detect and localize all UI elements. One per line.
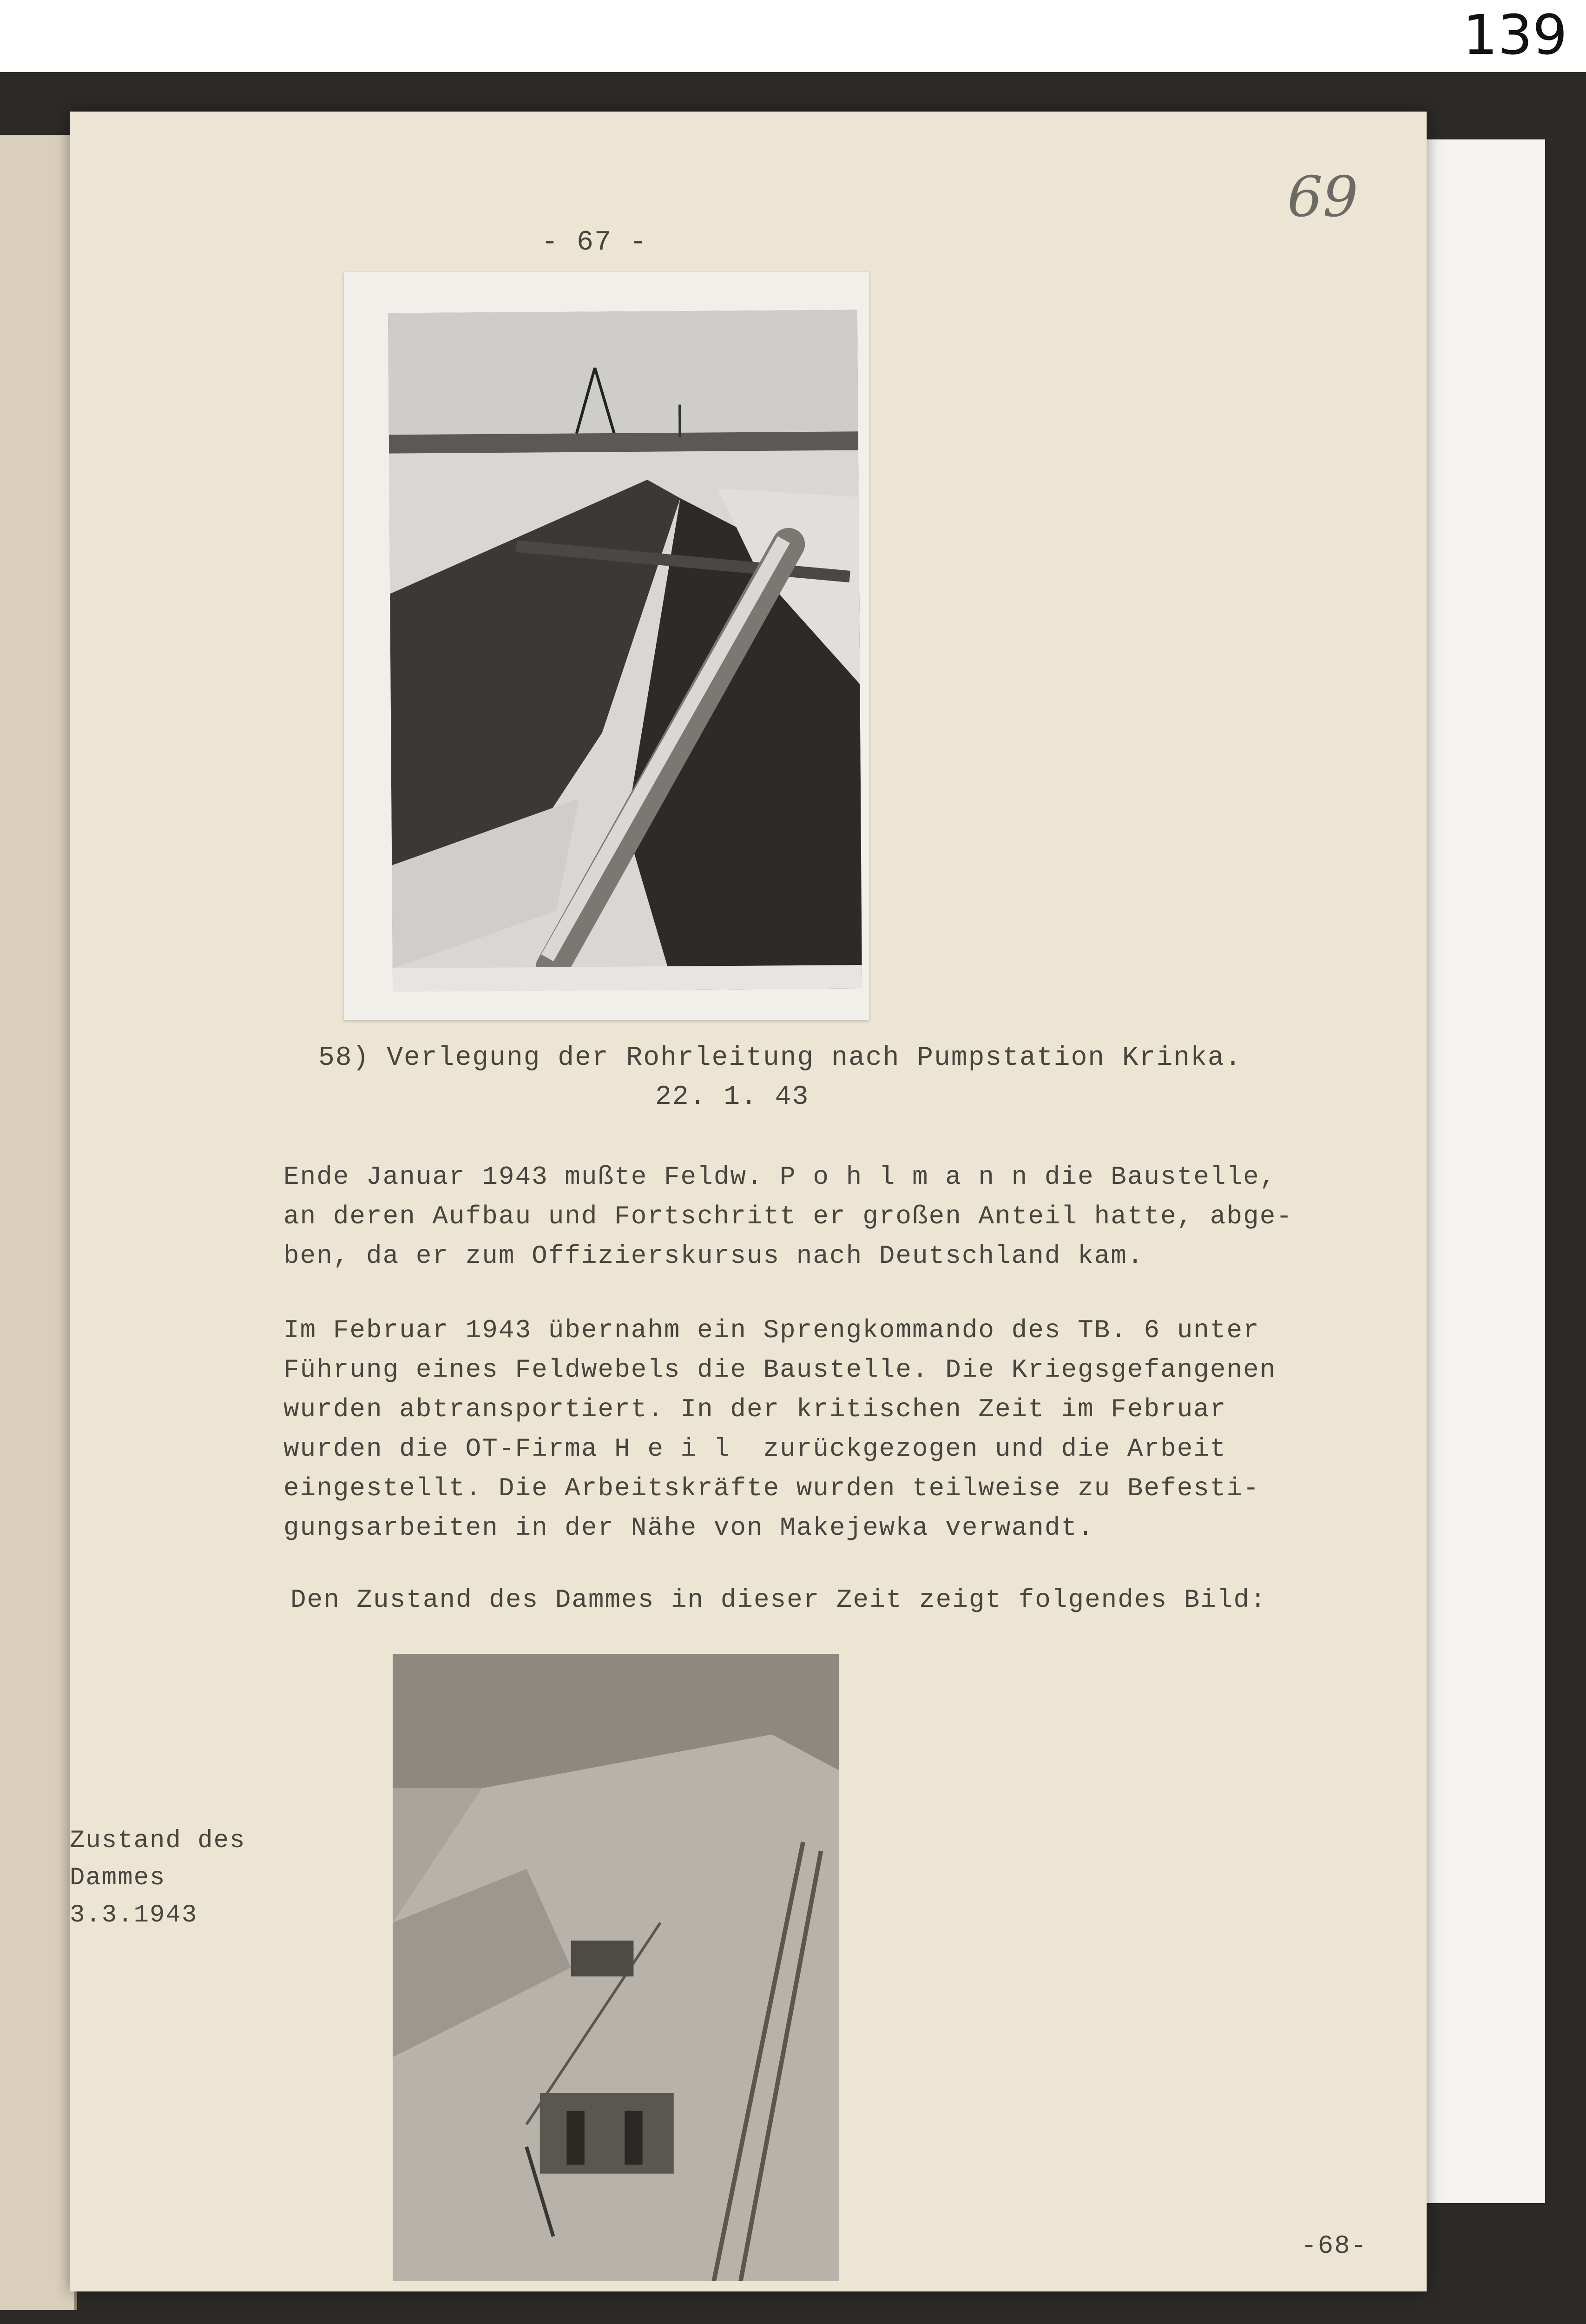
paragraph-1-line-3: ben, da er zum Offizierskursus nach Deutschland kam. [283, 1241, 1144, 1271]
handwritten-page-number: 69 [1287, 165, 1358, 230]
scan-page-number: 139 [1462, 3, 1567, 67]
photo-1-caption-line-1: 58) Verlegung der Rohrleitung nach Pumpstation Krinka. [318, 1043, 1242, 1073]
paragraph-2-line-3: wurden abtransportiert. In der kritischen Zeit im Februar [283, 1394, 1227, 1424]
left-page-edge [0, 135, 77, 2310]
paragraph-3-line-1: Den Zustand des Dammes in dieser Zeit zeigt folgendes Bild: [290, 1585, 1267, 1615]
paragraph-2-line-2: Führung eines Feldwebels die Baustelle. Die Kriegsgefangenen [283, 1355, 1277, 1385]
margin-note-line-3: 3.3.1943 [70, 1901, 198, 1929]
document-page [70, 112, 1427, 2291]
page-label: - 67 - [541, 227, 648, 258]
photo-1-caption-line-2: 22. 1. 43 [655, 1082, 809, 1112]
paragraph-2-line-4: wurden die OT-Firma H e i l zurückgezogen und die Arbeit [283, 1434, 1227, 1464]
paragraph-2-line-5: eingestellt. Die Arbeitskräfte wurden teilweise zu Befesti- [283, 1473, 1260, 1503]
next-page-label: -68- [1301, 2231, 1368, 2261]
margin-note-line-1: Zustand des [70, 1827, 246, 1855]
photo-pipeline-trench [388, 310, 862, 991]
scan-header-band [0, 0, 1586, 72]
paragraph-1-line-2: an deren Aufbau und Fortschritt er großen Anteil hatte, abge- [283, 1202, 1293, 1231]
margin-note-line-2: Dammes [70, 1864, 166, 1892]
paragraph-1-line-1: Ende Januar 1943 mußte Feldw. P o h l m a n n die Baustelle, [283, 1162, 1277, 1192]
photo-dam-condition [393, 1654, 839, 2281]
paragraph-2-line-1: Im Februar 1943 übernahm ein Sprengkommando des TB. 6 unter [283, 1315, 1260, 1345]
paragraph-2-line-6: gungsarbeiten in der Nähe von Makejewka verwandt. [283, 1513, 1094, 1543]
